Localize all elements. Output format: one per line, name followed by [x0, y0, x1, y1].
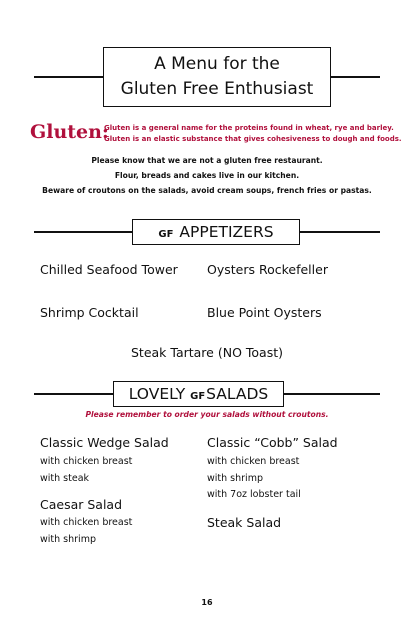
appetizers-rule-left: [34, 231, 132, 233]
gluten-definition-2: Gluten is an elastic substance that gives cohesiveness to dough and foods.: [104, 135, 402, 143]
page-number: 16: [201, 598, 213, 607]
appetizers-heading: [132, 219, 300, 245]
appetizer-item: Blue Point Oysters: [207, 305, 322, 320]
salads-heading: [113, 381, 284, 407]
salad-item-name: Steak Salad: [207, 515, 282, 530]
salad-option: with chicken breast: [40, 456, 133, 467]
note-flour-kitchen: Flour, breads and cakes live in our kitchen.: [114, 171, 300, 180]
salad-option: with chicken breast: [40, 517, 133, 528]
gluten-definition-1: Gluten is a general name for the proteins found in wheat, rye and barley.: [104, 124, 394, 132]
appetizer-item: Chilled Seafood Tower: [40, 262, 178, 277]
gluten-label: Gluten:: [30, 121, 109, 143]
salad-option: with 7oz lobster tail: [207, 489, 301, 500]
note-not-gluten-free: Please know that we are not a gluten free restaurant.: [91, 156, 323, 165]
salad-option: with steak: [40, 473, 90, 484]
gf-mark: GF: [158, 229, 174, 240]
title-rule-left: [34, 76, 103, 78]
salad-item-name: Classic “Cobb” Salad: [207, 435, 338, 450]
appetizer-item: Steak Tartare (NO Toast): [130, 345, 283, 360]
salad-option: with chicken breast: [207, 456, 300, 467]
salad-item-name: Caesar Salad: [40, 497, 123, 512]
salad-option: with shrimp: [40, 534, 96, 545]
salad-option: with shrimp: [207, 473, 263, 484]
appetizer-item: Shrimp Cocktail: [40, 305, 139, 320]
title-rule-right: [331, 76, 380, 78]
appetizers-heading-text: APPETIZERS: [179, 223, 274, 241]
salads-rule-left: [34, 393, 113, 395]
salads-heading-post: SALADS: [206, 385, 269, 403]
title-line-1: A Menu for the: [154, 54, 280, 74]
salad-item-name: Classic Wedge Salad: [40, 435, 169, 450]
salads-heading-pre: LOVELY: [128, 385, 186, 403]
note-beware: Beware of croutons on the salads, avoid cream soups, french fries or pastas.: [42, 186, 372, 195]
title-line-2: Gluten Free Enthusiast: [120, 79, 314, 99]
appetizer-item: Oysters Rockefeller: [207, 262, 328, 277]
gf-mark: GF: [190, 391, 206, 402]
title-box: [103, 47, 331, 107]
salad-note: Please remember to order your salads without croutons.: [85, 410, 329, 419]
appetizers-rule-right: [300, 231, 380, 233]
salads-rule-right: [284, 393, 380, 395]
